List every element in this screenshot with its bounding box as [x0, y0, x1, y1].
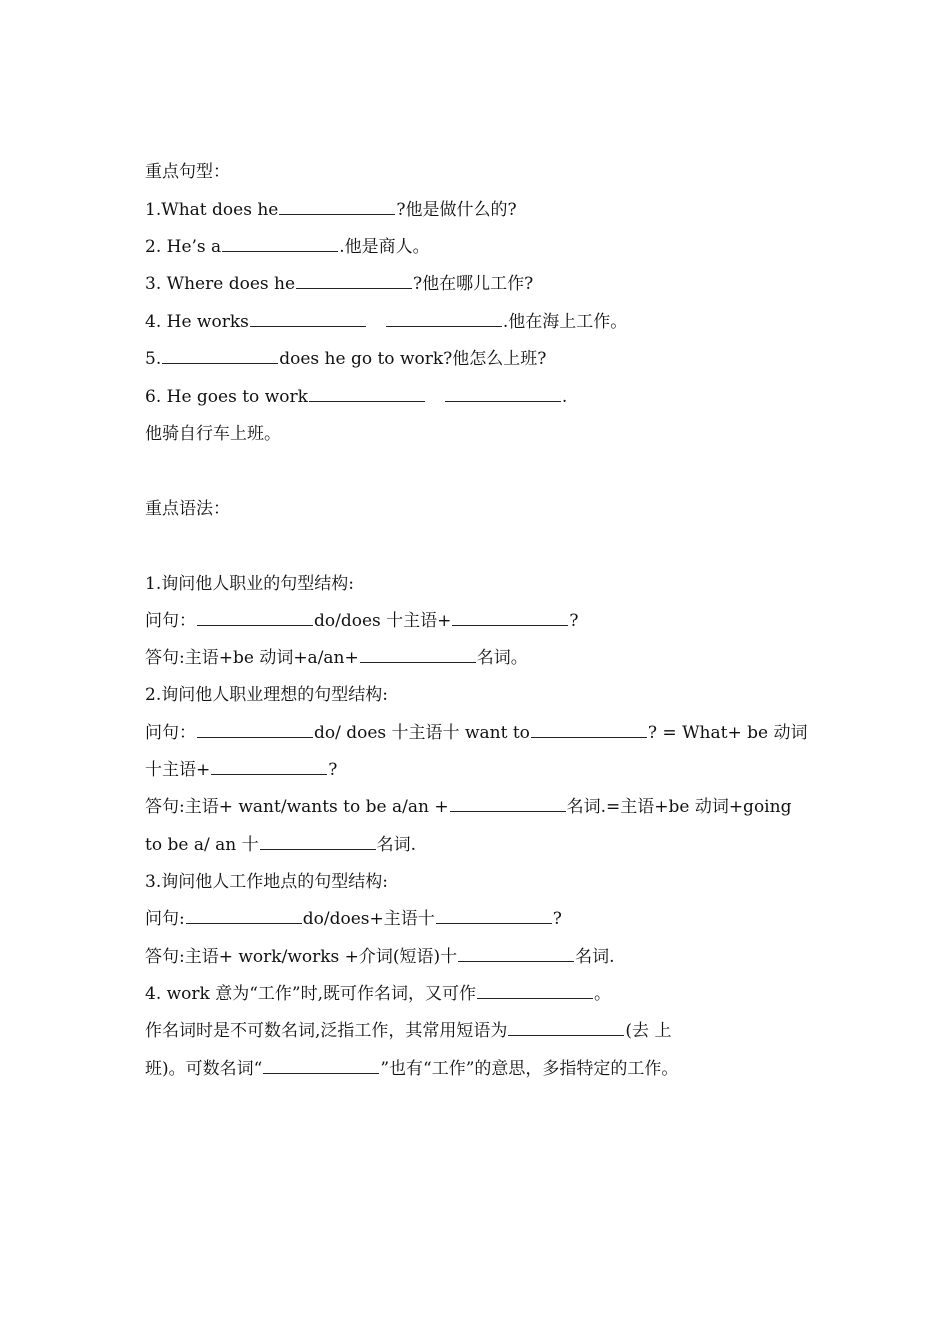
- answer-end: 名词.=主语+be 动词+going: [566, 797, 792, 817]
- grammar-3-question: [145, 908, 562, 930]
- grammar-4-cont: [145, 1020, 671, 1042]
- grammar-1-question: [145, 610, 579, 632]
- blank[interactable]: [445, 400, 561, 402]
- answer-end: 名词。: [476, 648, 528, 668]
- blank[interactable]: [450, 810, 566, 812]
- question-label: 问句：: [145, 723, 196, 743]
- grammar-4-cont-2: [145, 1058, 678, 1080]
- grammar-3-answer: [145, 946, 615, 968]
- sentence-6: [145, 386, 567, 408]
- blank[interactable]: [531, 736, 647, 738]
- answer-end: 名词.: [575, 947, 615, 967]
- blank[interactable]: [250, 325, 366, 327]
- key-grammar-heading: 重点语法：: [145, 499, 230, 519]
- grammar-1-answer: [145, 647, 528, 669]
- blank[interactable]: [279, 213, 395, 215]
- blank[interactable]: [263, 1072, 379, 1074]
- grammar-1-title: 1.询问他人职业的句型结构:: [145, 574, 354, 594]
- blank[interactable]: [197, 624, 313, 626]
- grammar-3-title: 3.询问他人工作地点的句型结构:: [145, 872, 388, 892]
- question-text: 十主语+: [145, 760, 211, 780]
- key-sentences-heading: 重点句型：: [145, 162, 230, 182]
- sentence-5-text: does he go to work?他怎么上班?: [279, 349, 547, 369]
- sentence-5-number: 5.: [145, 349, 162, 369]
- sentence-1-translation: ?他是做什么的?: [396, 200, 517, 220]
- sentence-4-text: 4. He works: [145, 312, 249, 332]
- grammar-4-text: 作名词时是不可数名词,泛指工作，其常用短语为: [145, 1021, 508, 1041]
- grammar-4-text: 4. work 意为“工作”时,既可作名词，又可作: [145, 984, 477, 1004]
- sentence-1-text: 1.What does he: [145, 200, 279, 220]
- blank[interactable]: [222, 250, 338, 252]
- blank[interactable]: [309, 400, 425, 402]
- question-middle: do/ does 十主语十 want to: [314, 723, 530, 743]
- sentence-6-translation: 他骑自行车上班。: [145, 424, 281, 444]
- blank[interactable]: [508, 1034, 624, 1036]
- blank[interactable]: [436, 922, 552, 924]
- sentence-6-text: 6. He goes to work: [145, 387, 308, 407]
- sentence-4: [145, 311, 627, 333]
- question-middle: do/does+主语十: [302, 909, 435, 929]
- question-end: ?: [328, 760, 338, 780]
- question-label: 问句:: [145, 909, 185, 929]
- grammar-4-end: (去 上: [625, 1021, 672, 1041]
- question-end: ?: [552, 909, 562, 929]
- sentence-6-end: .: [561, 387, 568, 407]
- question-end: ?: [569, 611, 579, 631]
- grammar-2-question: [145, 722, 807, 744]
- blank[interactable]: [211, 773, 327, 775]
- grammar-2-answer: [145, 796, 791, 818]
- grammar-4-end: ”也有“工作”的意思，多指特定的工作。: [380, 1059, 679, 1079]
- blank[interactable]: [360, 661, 476, 663]
- sentence-2-translation: .他是商人。: [339, 237, 430, 257]
- answer-text: 答句:主语+ want/wants to be a/an +: [145, 797, 449, 817]
- grammar-4-end: 。: [594, 984, 612, 1004]
- question-label: 问句：: [145, 611, 196, 631]
- blank[interactable]: [162, 362, 278, 364]
- grammar-4-text: 班)。可数名词“: [145, 1059, 263, 1079]
- blank[interactable]: [386, 325, 502, 327]
- sentence-5: [145, 348, 546, 370]
- blank[interactable]: [260, 848, 376, 850]
- sentence-3-translation: ?他在哪儿工作?: [413, 274, 534, 294]
- blank[interactable]: [296, 287, 412, 289]
- answer-text: to be a/ an 十: [145, 835, 259, 855]
- grammar-2-question-cont: [145, 759, 337, 781]
- question-middle: do/does 十主语+: [314, 611, 452, 631]
- sentence-2-text: 2. He’s a: [145, 237, 222, 257]
- blank[interactable]: [452, 624, 568, 626]
- grammar-4: [145, 983, 611, 1005]
- blank[interactable]: [458, 960, 574, 962]
- answer-end: 名词.: [376, 835, 416, 855]
- sentence-2: [145, 236, 430, 258]
- answer-text: 答句:主语+ work/works +介词(短语)十: [145, 947, 458, 967]
- grammar-2-title: 2.询问他人职业理想的句型结构:: [145, 685, 388, 705]
- sentence-1: [145, 199, 517, 221]
- blank[interactable]: [197, 736, 313, 738]
- sentence-3-text: 3. Where does he: [145, 274, 296, 294]
- blank[interactable]: [186, 922, 302, 924]
- sentence-3: [145, 273, 533, 295]
- grammar-2-answer-cont: [145, 834, 416, 856]
- question-end: ? = What+ be 动词: [647, 723, 808, 743]
- blank[interactable]: [477, 997, 593, 999]
- sentence-4-translation: .他在海上工作。: [502, 312, 628, 332]
- answer-text: 答句:主语+be 动词+a/an+: [145, 648, 359, 668]
